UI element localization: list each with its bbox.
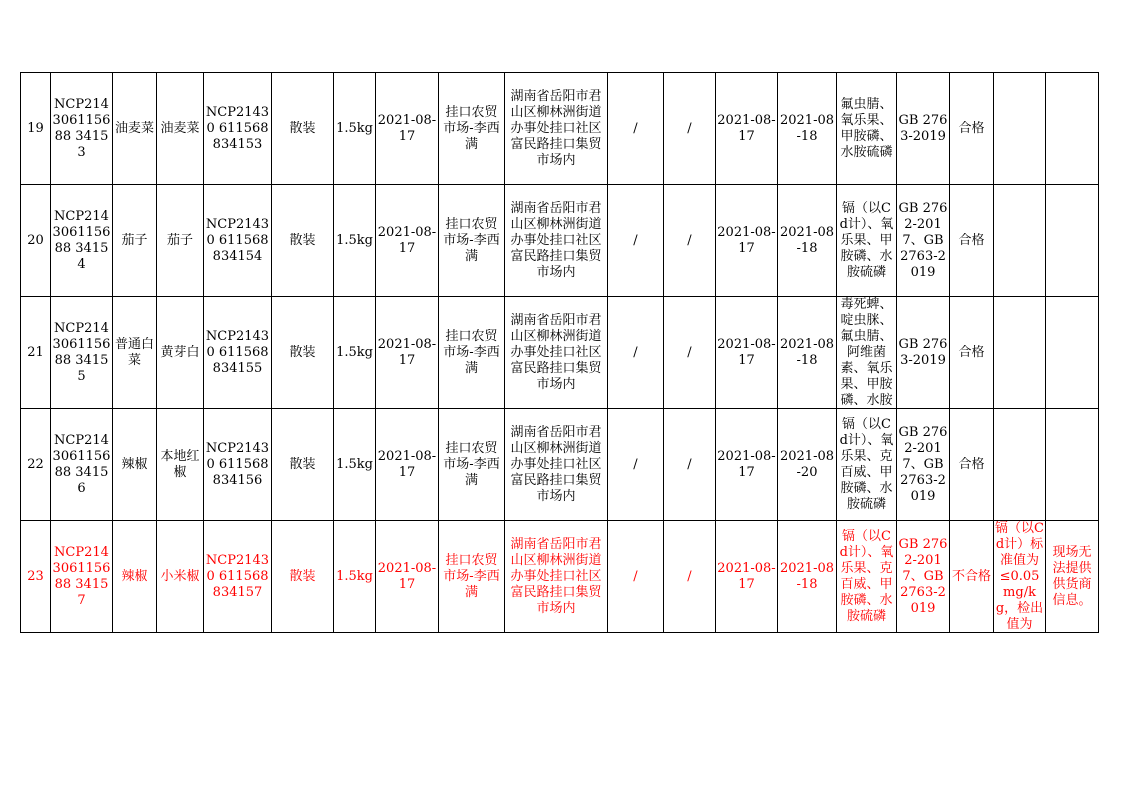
production-date-cell <box>376 521 439 633</box>
food-category-cell-text: 油麦菜 <box>114 120 154 136</box>
seller-address-cell-text: 湖南省岳阳市君山区柳林洲街道办事处挂口社区富民路挂口集贸市场内 <box>510 88 602 168</box>
packaging-cell-text: 散装 <box>289 568 316 584</box>
test-items-cell-text: 镉（以Cd计）、氧乐果、克百威、甲胺磷、水胺硫磷 <box>839 416 894 512</box>
specification-cell-text: 1.5kg <box>336 344 373 360</box>
table-row <box>21 521 1099 633</box>
sampling-date-cell-text: 2021-08-17 <box>717 448 776 480</box>
food-name-cell <box>157 73 204 185</box>
test-date-cell <box>778 521 837 633</box>
table-row <box>21 409 1099 521</box>
manufacturer-address-cell-text: / <box>687 344 692 360</box>
food-name-cell-text: 本地红椒 <box>160 448 200 480</box>
seller-address-cell-text: 湖南省岳阳市君山区柳林洲街道办事处挂口社区富民路挂口集贸市场内 <box>510 312 602 392</box>
manufacturer-cell-text: / <box>633 232 638 248</box>
food-name-cell-text: 茄子 <box>166 232 193 248</box>
seller-cell <box>439 185 505 297</box>
row-number-cell-text: 22 <box>27 456 44 472</box>
test-items-cell-text: 毒死蜱、啶虫脒、氟虫腈、阿维菌素、氧乐果、甲胺磷、水胺 <box>840 297 893 408</box>
result-cell <box>950 297 994 409</box>
seller-address-cell-text: 湖南省岳阳市君山区柳林洲街道办事处挂口社区富民路挂口集贸市场内 <box>510 424 602 504</box>
packaging-cell-text: 散装 <box>289 232 316 248</box>
food-category-cell <box>113 73 157 185</box>
test-items-cell-text: 氟虫腈、氧乐果、甲胺磷、水胺硫磷 <box>840 96 893 160</box>
food-name-cell <box>157 297 204 409</box>
test-items-cell-text: 镉（以Cd计）、氧乐果、甲胺磷、水胺硫磷 <box>839 200 894 280</box>
seller-cell-text: 挂口农贸市场-李西满 <box>443 328 500 376</box>
sampling-date-cell <box>716 409 778 521</box>
lot-number-cell <box>204 297 272 409</box>
specification-cell <box>334 185 376 297</box>
sampling-date-cell-text: 2021-08-17 <box>717 224 776 256</box>
production-date-cell <box>376 73 439 185</box>
result-cell <box>950 185 994 297</box>
remarks-cell-text: 现场无法提供供货商信息。 <box>1052 544 1092 608</box>
row-number-cell <box>21 73 51 185</box>
nonconforming-item-cell <box>994 409 1046 521</box>
row-number-cell <box>21 297 51 409</box>
table-row <box>21 297 1099 409</box>
manufacturer-address-cell <box>664 297 716 409</box>
row-number-cell-text: 21 <box>27 344 44 360</box>
standard-cell-text: GB 2762-2017、GB 2763-2019 <box>898 536 948 616</box>
lot-number-cell-text: NCP21430 611568834156 <box>205 440 270 488</box>
seller-cell <box>439 521 505 633</box>
packaging-cell <box>272 185 334 297</box>
seller-cell <box>439 409 505 521</box>
sampling-date-cell <box>716 185 778 297</box>
sample-id-cell-text: NCP214306115688 34156 <box>52 432 111 496</box>
nonconforming-item-cell <box>994 73 1046 185</box>
packaging-cell <box>272 409 334 521</box>
food-name-cell <box>157 521 204 633</box>
manufacturer-address-cell <box>664 185 716 297</box>
test-date-cell-text: 2021-08-18 <box>779 112 835 144</box>
sample-id-cell-text: NCP214306115688 34154 <box>52 208 111 272</box>
packaging-cell-text: 散装 <box>289 344 316 360</box>
seller-address-cell <box>505 409 608 521</box>
sample-id-cell-text: NCP214306115688 34153 <box>52 96 111 160</box>
food-category-cell-text: 辣椒 <box>121 456 148 472</box>
table-row <box>21 185 1099 297</box>
production-date-cell-text: 2021-08-17 <box>377 448 437 480</box>
food-name-cell <box>157 185 204 297</box>
standard-cell-text: GB 2762-2017、GB 2763-2019 <box>898 424 948 504</box>
test-date-cell-text: 2021-08-20 <box>779 448 835 480</box>
sample-id-cell <box>51 521 113 633</box>
nonconforming-item-cell <box>994 297 1046 409</box>
row-number-cell-text: 19 <box>27 120 44 136</box>
production-date-cell-text: 2021-08-17 <box>377 336 437 368</box>
result-cell-text: 不合格 <box>951 568 991 584</box>
manufacturer-cell <box>608 185 664 297</box>
specification-cell <box>334 73 376 185</box>
row-number-cell-text: 20 <box>27 232 44 248</box>
sample-id-cell <box>51 185 113 297</box>
sampling-date-cell-text: 2021-08-17 <box>717 112 776 144</box>
seller-cell-text: 挂口农贸市场-李西满 <box>443 552 500 600</box>
food-name-cell-text: 小米椒 <box>160 568 200 584</box>
remarks-cell <box>1046 521 1099 633</box>
lot-number-cell <box>204 73 272 185</box>
manufacturer-cell <box>608 409 664 521</box>
seller-address-cell <box>505 185 608 297</box>
standard-cell-text: GB 2762-2017、GB 2763-2019 <box>898 200 948 280</box>
seller-cell <box>439 73 505 185</box>
food-category-cell <box>113 297 157 409</box>
test-date-cell <box>778 73 837 185</box>
specification-cell-text: 1.5kg <box>336 568 373 584</box>
standard-cell-text: GB 2763-2019 <box>898 112 948 144</box>
row-number-cell <box>21 185 51 297</box>
test-items-cell <box>837 297 897 409</box>
food-category-cell <box>113 521 157 633</box>
manufacturer-address-cell-text: / <box>687 456 692 472</box>
food-category-cell <box>113 409 157 521</box>
test-date-cell-text: 2021-08-18 <box>779 224 835 256</box>
seller-cell-text: 挂口农贸市场-李西满 <box>443 440 500 488</box>
nonconforming-item-cell <box>994 521 1046 633</box>
standard-cell-text: GB 2763-2019 <box>898 336 948 368</box>
manufacturer-address-cell <box>664 521 716 633</box>
lot-number-cell-text: NCP21430 611568834154 <box>205 216 270 264</box>
packaging-cell-text: 散装 <box>289 456 316 472</box>
food-name-cell-text: 黄芽白 <box>160 344 200 360</box>
manufacturer-cell <box>608 73 664 185</box>
result-cell-text: 合格 <box>958 456 985 472</box>
specification-cell-text: 1.5kg <box>336 456 373 472</box>
packaging-cell <box>272 297 334 409</box>
manufacturer-address-cell <box>664 409 716 521</box>
manufacturer-cell <box>608 521 664 633</box>
manufacturer-cell-text: / <box>633 568 638 584</box>
lot-number-cell <box>204 521 272 633</box>
seller-address-cell <box>505 297 608 409</box>
production-date-cell <box>376 409 439 521</box>
manufacturer-address-cell-text: / <box>687 232 692 248</box>
specification-cell <box>334 409 376 521</box>
specification-cell <box>334 521 376 633</box>
row-number-cell-text: 23 <box>27 568 44 584</box>
manufacturer-cell-text: / <box>633 456 638 472</box>
result-cell <box>950 73 994 185</box>
result-cell-text: 合格 <box>958 232 985 248</box>
food-name-cell <box>157 409 204 521</box>
result-cell <box>950 409 994 521</box>
sampling-date-cell-text: 2021-08-17 <box>717 336 776 368</box>
manufacturer-address-cell <box>664 73 716 185</box>
sample-id-cell-text: NCP214306115688 34157 <box>52 544 111 608</box>
sample-id-cell <box>51 297 113 409</box>
sample-id-cell-text: NCP214306115688 34155 <box>52 320 111 384</box>
remarks-cell <box>1046 297 1099 409</box>
result-cell <box>950 521 994 633</box>
row-number-cell <box>21 521 51 633</box>
sampling-date-cell <box>716 73 778 185</box>
sampling-date-cell-text: 2021-08-17 <box>717 560 776 592</box>
food-category-cell-text: 普通白菜 <box>114 336 154 368</box>
food-category-cell <box>113 185 157 297</box>
lot-number-cell-text: NCP21430 611568834157 <box>205 552 270 600</box>
remarks-cell <box>1046 73 1099 185</box>
test-date-cell <box>778 297 837 409</box>
production-date-cell-text: 2021-08-17 <box>377 224 437 256</box>
test-items-cell-text: 镉（以Cd计）、氧乐果、克百威、甲胺磷、水胺硫磷 <box>839 528 894 624</box>
test-items-cell <box>837 521 897 633</box>
specification-cell <box>334 297 376 409</box>
inspection-results-table <box>20 72 1099 633</box>
row-number-cell <box>21 409 51 521</box>
standard-cell <box>897 409 950 521</box>
specification-cell-text: 1.5kg <box>336 232 373 248</box>
seller-address-cell <box>505 521 608 633</box>
test-date-cell <box>778 185 837 297</box>
lot-number-cell <box>204 409 272 521</box>
nonconforming-item-cell-text: 镉（以Cd计）标准值为≤0.05mg/kg，检出值为 <box>995 521 1044 632</box>
manufacturer-address-cell-text: / <box>687 568 692 584</box>
sample-id-cell <box>51 409 113 521</box>
standard-cell <box>897 297 950 409</box>
test-items-cell <box>837 73 897 185</box>
test-date-cell-text: 2021-08-18 <box>779 560 835 592</box>
result-cell-text: 合格 <box>958 120 985 136</box>
standard-cell <box>897 73 950 185</box>
production-date-cell <box>376 297 439 409</box>
packaging-cell-text: 散装 <box>289 120 316 136</box>
nonconforming-item-cell <box>994 185 1046 297</box>
sample-id-cell <box>51 73 113 185</box>
food-category-cell-text: 辣椒 <box>121 568 148 584</box>
sampling-date-cell <box>716 297 778 409</box>
food-name-cell-text: 油麦菜 <box>160 120 200 136</box>
test-items-cell <box>837 409 897 521</box>
lot-number-cell <box>204 185 272 297</box>
production-date-cell-text: 2021-08-17 <box>377 560 437 592</box>
seller-cell <box>439 297 505 409</box>
seller-address-cell <box>505 73 608 185</box>
food-category-cell-text: 茄子 <box>121 232 148 248</box>
packaging-cell <box>272 73 334 185</box>
manufacturer-cell <box>608 297 664 409</box>
seller-address-cell-text: 湖南省岳阳市君山区柳林洲街道办事处挂口社区富民路挂口集贸市场内 <box>510 536 602 616</box>
manufacturer-cell-text: / <box>633 344 638 360</box>
seller-cell-text: 挂口农贸市场-李西满 <box>443 104 500 152</box>
test-items-cell <box>837 185 897 297</box>
test-date-cell-text: 2021-08-18 <box>779 336 835 368</box>
seller-address-cell-text: 湖南省岳阳市君山区柳林洲街道办事处挂口社区富民路挂口集贸市场内 <box>510 200 602 280</box>
lot-number-cell-text: NCP21430 611568834155 <box>205 328 270 376</box>
lot-number-cell-text: NCP21430 611568834153 <box>205 104 270 152</box>
manufacturer-cell-text: / <box>633 120 638 136</box>
table-row <box>21 73 1099 185</box>
manufacturer-address-cell-text: / <box>687 120 692 136</box>
specification-cell-text: 1.5kg <box>336 120 373 136</box>
remarks-cell <box>1046 409 1099 521</box>
test-date-cell <box>778 409 837 521</box>
standard-cell <box>897 521 950 633</box>
seller-cell-text: 挂口农贸市场-李西满 <box>443 216 500 264</box>
sampling-date-cell <box>716 521 778 633</box>
packaging-cell <box>272 521 334 633</box>
result-cell-text: 合格 <box>958 344 985 360</box>
remarks-cell <box>1046 185 1099 297</box>
production-date-cell <box>376 185 439 297</box>
standard-cell <box>897 185 950 297</box>
production-date-cell-text: 2021-08-17 <box>377 112 437 144</box>
